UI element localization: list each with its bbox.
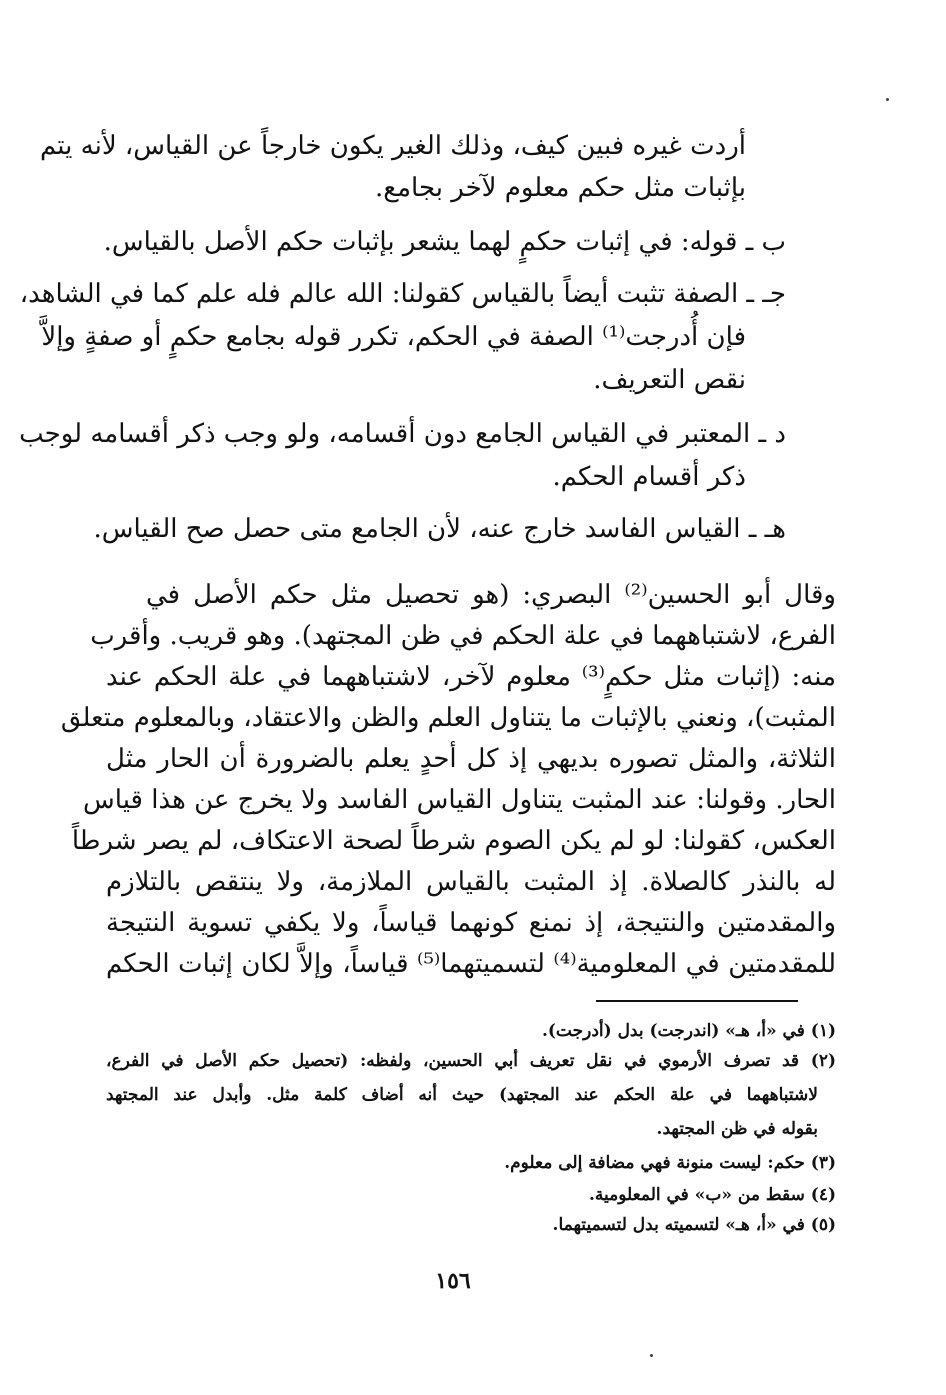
text-line: وقال أبو الحسين⁽²⁾ البصري: (هو تحصيل مثل حكم الأصل في — [146, 580, 836, 610]
footnote-divider — [596, 1000, 798, 1002]
text-line: جـ ـ الصفة تثبت أيضاً بالقياس كقولنا: الله عالم فله علم كما في الشاهد، — [19, 279, 786, 309]
scan-speck — [650, 1354, 653, 1357]
page-number: ١٥٦ — [435, 1268, 471, 1294]
text-line: والمقدمتين والنتيجة، إذ نمنع كونهما قياساً، ولا يكفي تسوية النتيجة — [106, 908, 836, 938]
text-line: الحار. وقولنا: عند المثبت يتناول القياس الفاسد ولا يخرج عن هذا قياس — [83, 785, 836, 815]
text-line: العكس، كقولنا: لو لم يكن الصوم شرطاً لصحة الاعتكاف، لم يصر شرطاً — [71, 826, 836, 856]
footnote: (٣) حكم: ليست منونة فهي مضافة إلى معلوم. — [504, 1153, 836, 1173]
text-line: الثلاثة، والمثل تصوره بديهي إذ كل أحدٍ يعلم بالضرورة أن الحار مثل — [106, 744, 836, 774]
footnote: لاشتباههما في علة الحكم عند المجتهد) حيث أنه أضاف كلمة مثل. وأبدل عند المجتهد — [106, 1085, 818, 1105]
footnote: (٢) قد تصرف الأرموي في نقل تعريف أبي الحسين، ولفظه: (تحصيل حكم الأصل في الفرع، — [106, 1051, 836, 1071]
footnote: (٤) سقط من «ب» في المعلومية. — [588, 1185, 836, 1205]
text-line: ذكر أقسام الحكم. — [552, 462, 746, 492]
text-line: له بالنذر كالصلاة. إذ المثبت بالقياس الملازمة، ولا ينتقص بالتلازم — [106, 867, 836, 897]
text-line: الفرع، لاشتباههما في علة الحكم في ظن المجتهد). وهو قريب. وأقرب — [90, 621, 836, 651]
text-line: المثبت)، ونعني بالإثبات ما يتناول العلم والظن والاعتقاد، وبالمعلوم متعلق — [60, 703, 836, 733]
text-line: منه: (إثبات مثل حكمٍ⁽³⁾ معلوم لآخر، لاشتباههما في علة الحكم عند — [106, 662, 836, 692]
text-line: ب ـ قوله: في إثبات حكمٍ لهما يشعر بإثبات حكم الأصل بالقياس. — [103, 227, 786, 257]
footnote: (٥) في «أ، هـ» لتسميته بدل لتسميتهما. — [552, 1215, 836, 1235]
text-line: بإثبات مثل حكم معلوم لآخر بجامع. — [375, 173, 746, 203]
text-line: د ـ المعتبر في القياس الجامع دون أقسامه، ولو وجب ذكر أقسامه لوجب — [19, 419, 786, 449]
text-line: نقص التعريف. — [593, 365, 746, 395]
footnote: (١) في «أ، هـ» (اندرجت) بدل (أدرجت). — [541, 1021, 836, 1041]
footnote: بقوله في ظن المجتهد. — [656, 1119, 818, 1139]
text-line: هـ ـ القياس الفاسد خارج عنه، لأن الجامع متى حصل صح القياس. — [93, 514, 786, 544]
text-line: للمقدمتين في المعلومية⁽⁴⁾ لتسميتهما⁽⁵⁾ قياساً، وإلاَّ لكان إثبات الحكم — [106, 949, 836, 979]
text-line: فإن أُدرجت⁽¹⁾ الصفة في الحكم، تكرر قوله بجامع حكمٍ أو صفةٍ وإلاَّ — [41, 322, 746, 352]
scan-speck — [886, 98, 889, 101]
text-line: أردت غيره فبين كيف، وذلك الغير يكون خارجاً عن القياس، لأنه يتم — [40, 131, 746, 161]
